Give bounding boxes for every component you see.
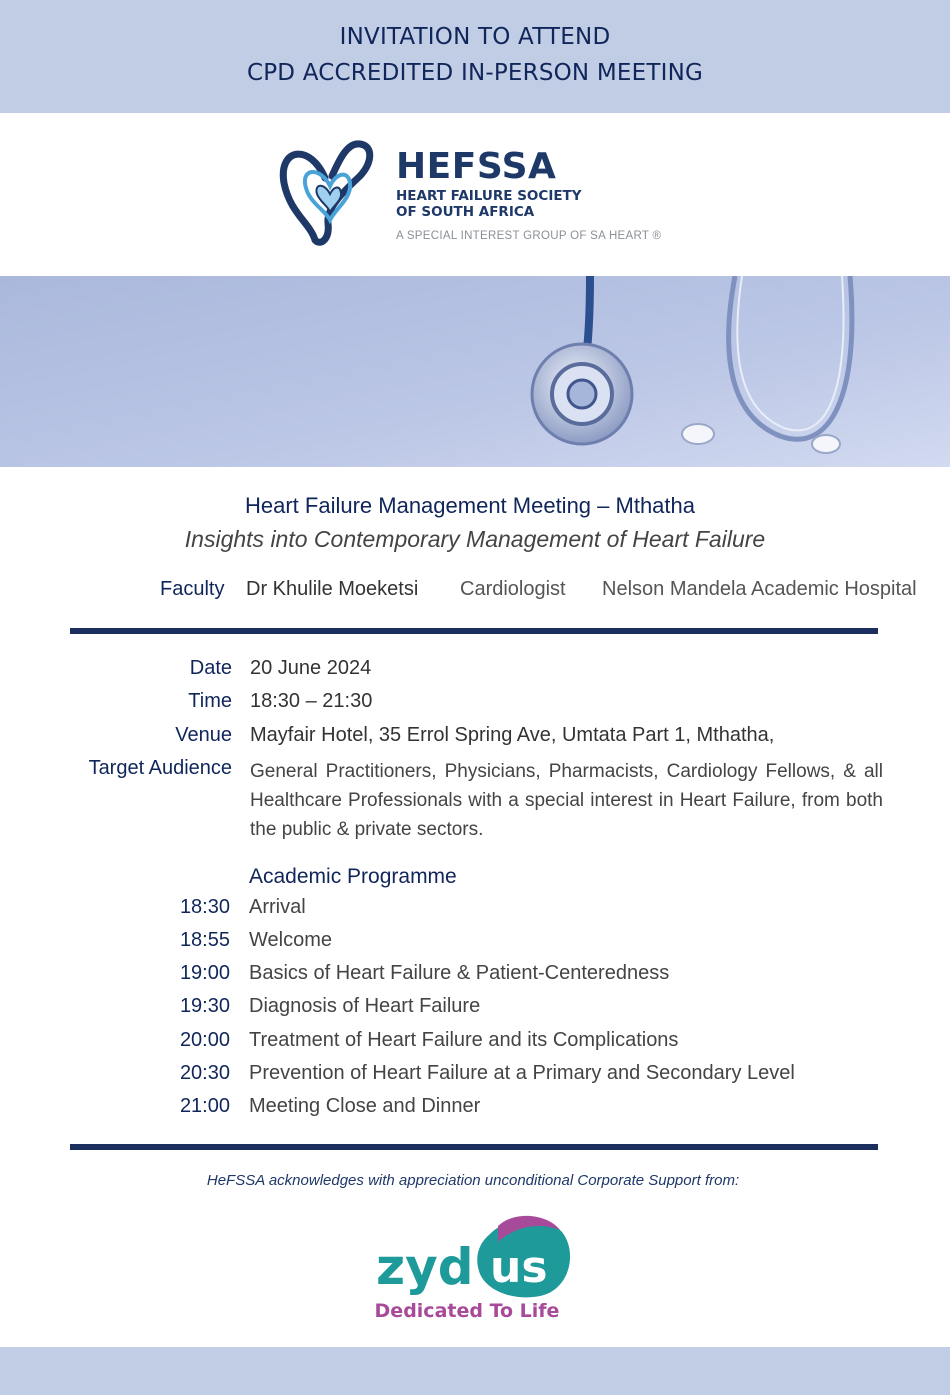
time-value: 18:30 – 21:30 bbox=[250, 690, 373, 712]
programme-time: 19:00 bbox=[179, 962, 230, 984]
divider-bottom bbox=[70, 1144, 878, 1150]
zydus-wordmark-part1: zyd bbox=[376, 1238, 474, 1296]
date-label: Date bbox=[189, 657, 232, 679]
heart-logo-icon bbox=[270, 128, 390, 253]
logo-sub-line-2: OF SOUTH AFRICA bbox=[396, 204, 535, 220]
programme-time: 21:00 bbox=[179, 1095, 230, 1117]
audience-label: Target Audience bbox=[88, 757, 232, 779]
zydus-tagline: Dedicated To Life bbox=[374, 1300, 560, 1322]
programme-time: 18:55 bbox=[179, 929, 230, 951]
faculty-role: Cardiologist bbox=[460, 578, 566, 600]
programme-item: Arrival bbox=[249, 896, 306, 918]
venue-value: Mayfair Hotel, 35 Errol Spring Ave, Umtata Part 1, Mthatha, bbox=[250, 724, 775, 746]
zydus-wordmark-part2: us bbox=[490, 1242, 548, 1293]
programme-item: Meeting Close and Dinner bbox=[249, 1095, 481, 1117]
stethoscope-banner-image bbox=[0, 276, 950, 467]
programme-time: 20:00 bbox=[179, 1029, 230, 1051]
audience-value: General Practitioners, Physicians, Pharmacists, Cardiology Fellows, & all Healthcare Professionals with a special interest in Heart Failure, from both the public & private sectors. bbox=[250, 761, 883, 840]
header-band bbox=[0, 0, 950, 113]
programme-item: Welcome bbox=[249, 929, 332, 951]
footer-band bbox=[0, 1347, 950, 1395]
logo-name: HEFSSA bbox=[396, 146, 557, 187]
programme-item: Prevention of Heart Failure at a Primary and Secondary Level bbox=[249, 1062, 795, 1084]
venue-label: Venue bbox=[175, 724, 232, 746]
programme-item: Treatment of Heart Failure and its Complications bbox=[249, 1029, 679, 1051]
logo-tagline: A SPECIAL INTEREST GROUP OF SA HEART ® bbox=[396, 230, 662, 242]
programme-title: Academic Programme bbox=[249, 865, 457, 888]
hefssa-logo bbox=[270, 128, 690, 258]
programme-item: Basics of Heart Failure & Patient-Centeredness bbox=[249, 962, 670, 984]
programme-time: 18:30 bbox=[179, 896, 230, 918]
header-line-2: CPD ACCREDITED IN-PERSON MEETING bbox=[246, 60, 704, 86]
meeting-subtitle: Insights into Contemporary Management of Heart Failure bbox=[184, 526, 766, 552]
header-line-1: INVITATION TO ATTEND bbox=[339, 24, 611, 50]
logo-sub-line-1: HEART FAILURE SOCIETY bbox=[396, 188, 582, 204]
time-label: Time bbox=[188, 690, 232, 712]
programme-time: 19:30 bbox=[179, 995, 230, 1017]
meeting-title: Heart Failure Management Meeting – Mthatha bbox=[244, 493, 695, 518]
faculty-label: Faculty bbox=[160, 578, 225, 600]
programme-time: 20:30 bbox=[179, 1062, 230, 1084]
divider-top bbox=[70, 628, 878, 634]
programme-item: Diagnosis of Heart Failure bbox=[249, 995, 481, 1017]
date-value: 20 June 2024 bbox=[250, 657, 372, 679]
faculty-institution: Nelson Mandela Academic Hospital bbox=[602, 578, 917, 600]
acknowledgement-text: HeFSSA acknowledges with appreciation unconditional Corporate Support from: bbox=[206, 1172, 740, 1189]
faculty-name: Dr Khulile Moeketsi bbox=[246, 578, 419, 600]
